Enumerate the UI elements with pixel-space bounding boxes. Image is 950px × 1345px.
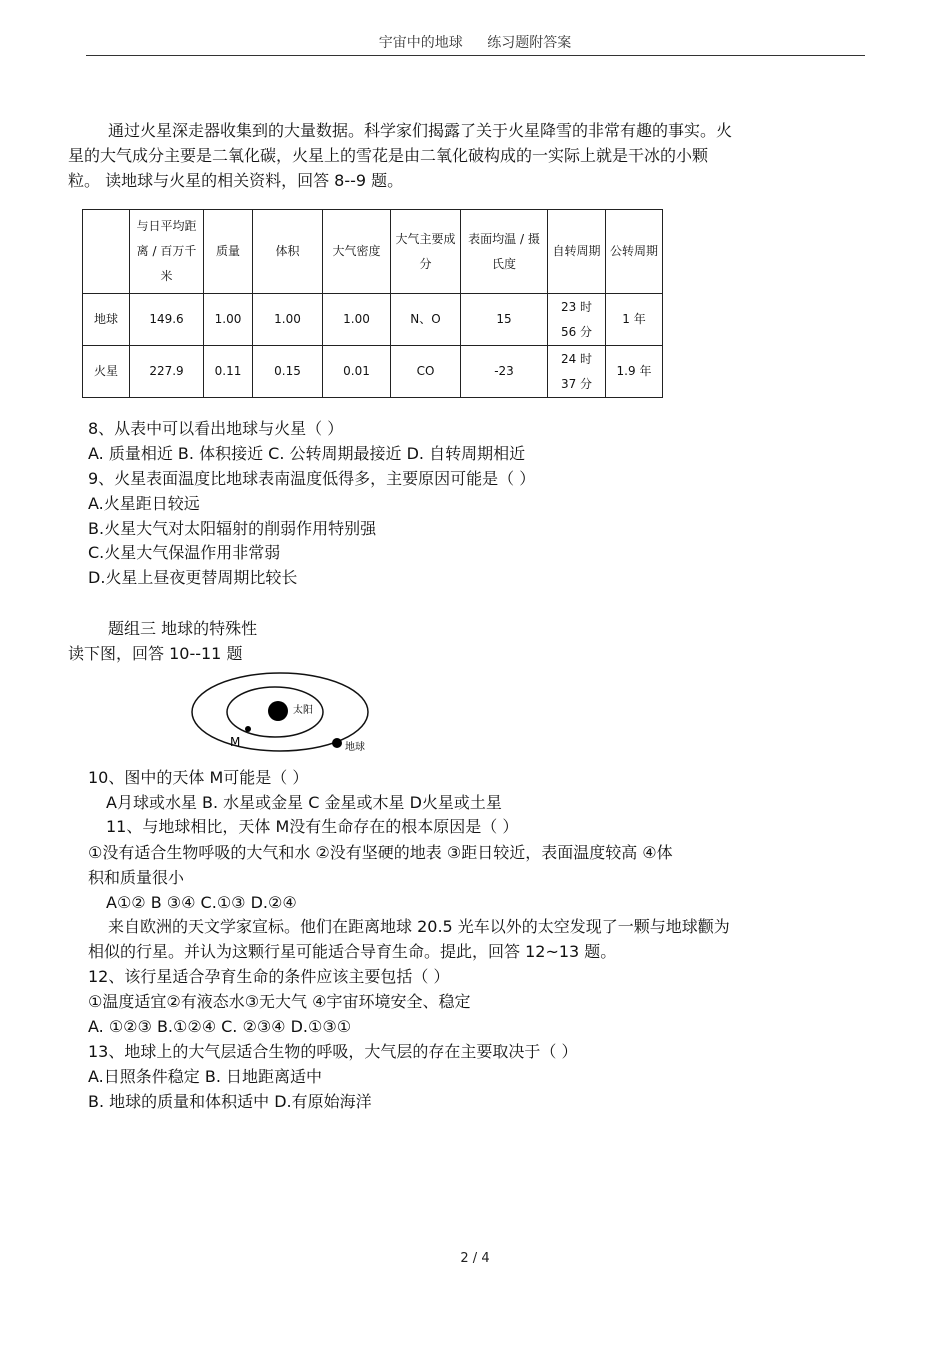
q8-options: A. 质量相近 B. 体积接近 C. 公转周期最接近 D. 自转周期相近: [88, 444, 526, 463]
page-header: 宇宙中的地球 练习题附答案: [378, 35, 572, 51]
table-header-cell: 大气主要成分: [391, 210, 461, 294]
group3-title: 题组三 地球的特殊性: [108, 619, 258, 638]
table-cell: 227.9: [130, 346, 204, 398]
table-header-cell: 体积: [253, 210, 323, 294]
table-cell: 23 时 56 分: [548, 294, 606, 346]
sun-icon: [268, 701, 288, 721]
table-cell: -23: [461, 346, 548, 398]
table-header-row: [83, 210, 663, 294]
header-rule: [86, 55, 865, 56]
table-header-cell: 与日平均距离 / 百万千米: [130, 210, 204, 294]
intro-line-2: 星的大气成分主要是二氧化碳，火星上的雪花是由二氧化破构成的一实际上就是干冰的小颗: [68, 146, 709, 165]
q11-options-line-1: ①没有适合生物呼吸的大气和水 ②没有坚硬的地表 ③距日较近，表面温度较高 ④体: [88, 843, 673, 862]
intro-line-3: 粒。 读地球与火星的相关资料，回答 8--9 题。: [68, 171, 404, 190]
table-cell: 1.00: [204, 294, 253, 346]
table-header-cell: 自转周期: [548, 210, 606, 294]
planet-m-icon: [245, 726, 251, 732]
sun-label: 太阳: [293, 705, 313, 716]
table-header-cell: 表面均温 / 摄氏度: [461, 210, 548, 294]
q13-options-line-2: B. 地球的质量和体积适中 D.有原始海洋: [88, 1092, 372, 1111]
table-cell: CO: [391, 346, 461, 398]
q9-option-d: D.火星上昼夜更替周期比较长: [88, 568, 298, 587]
passage2-line-1: 来自欧洲的天文学家宣标。他们在距离地球 20.5 光车以外的太空发现了一颗与地球颧为: [108, 917, 730, 936]
q11-options-line-2: 积和质量很小: [88, 868, 185, 887]
table-cell: 0.15: [253, 346, 323, 398]
orbit-diagram: [185, 668, 385, 758]
table-row: [83, 346, 663, 398]
q9-option-b: B.火星大气对太阳辐射的削弱作用特别强: [88, 519, 377, 538]
table-cell: 15: [461, 294, 548, 346]
q12-items: ①温度适宜②有液态水③无大气 ④宇宙环境安全、稳定: [88, 992, 471, 1011]
q11-choices: A①② B ③④ C.①③ D.②④: [106, 893, 297, 912]
earth-icon: [332, 738, 342, 748]
q11-stem: 11、与地球相比，天体 M没有生命存在的根本原因是（ ）: [106, 817, 519, 836]
table-cell: 地球: [83, 294, 130, 346]
table-cell: 24 时 37 分: [548, 346, 606, 398]
table-header-cell: 质量: [204, 210, 253, 294]
table-header-cell: [83, 210, 130, 294]
table-cell: 火星: [83, 346, 130, 398]
group3-prompt: 读下图，回答 10--11 题: [68, 644, 243, 663]
table-header-cell: 大气密度: [323, 210, 391, 294]
passage2-line-2: 相似的行星。并认为这颗行星可能适合导育生命。提此，回答 12~13 题。: [88, 942, 617, 961]
q8-stem: 8、从表中可以看出地球与火星（ ）: [88, 419, 344, 438]
q9-option-c: C.火星大气保温作用非常弱: [88, 543, 281, 562]
table-cell: 0.11: [204, 346, 253, 398]
q12-choices: A. ①②③ B.①②④ C. ②③④ D.①③①: [88, 1017, 352, 1036]
q9-option-a: A.火星距日较远: [88, 494, 200, 513]
q12-stem: 12、该行星适合孕育生命的条件应该主要包括（ ）: [88, 967, 450, 986]
m-label: M: [230, 735, 241, 749]
table-cell: 1.9 年: [606, 346, 663, 398]
table-cell: 1.00: [253, 294, 323, 346]
table-header-cell: 公转周期: [606, 210, 663, 294]
intro-line-1: 通过火星深走器收集到的大量数据。科学家们揭露了关于火星降雪的非常有趣的事实。火: [108, 121, 733, 140]
q9-stem: 9、火星表面温度比地球表南温度低得多，主要原因可能是（ ）: [88, 469, 536, 488]
q10-stem: 10、图中的天体 M可能是（ ）: [88, 768, 309, 787]
q10-options: A月球或水星 B. 水星或金星 C 金星或木星 D火星或土星: [106, 793, 502, 812]
table-row: [83, 294, 663, 346]
page-number: 2 / 4: [460, 1251, 490, 1266]
table-cell: N、O: [391, 294, 461, 346]
earth-mars-table: [82, 209, 663, 398]
q13-stem: 13、地球上的大气层适合生物的呼吸，大气层的存在主要取决于（ ）: [88, 1042, 578, 1061]
q13-options-line-1: A.日照条件稳定 B. 日地距离适中: [88, 1067, 322, 1086]
table-cell: 1 年: [606, 294, 663, 346]
table-cell: 0.01: [323, 346, 391, 398]
table-cell: 149.6: [130, 294, 204, 346]
earth-label: 地球: [345, 742, 365, 753]
table-cell: 1.00: [323, 294, 391, 346]
